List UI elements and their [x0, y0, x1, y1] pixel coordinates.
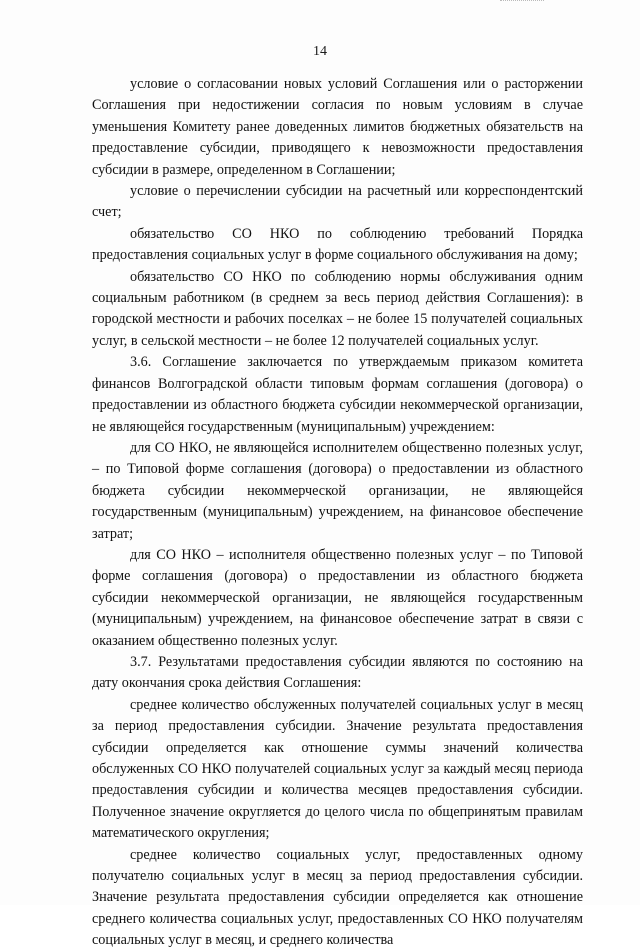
- paragraph: 3.7. Результатами предоставления субсидии являются по состоянию на дату окончания срока действия Соглашения:: [92, 653, 583, 692]
- document-body: [92, 74, 583, 952]
- paragraph: 3.6. Соглашение заключается по утверждаемым приказом комитета финансов Волгоградской области типовым формам соглашения (договора) о предоставлении из областного бюджета субсидии некоммерческой организации, не являющейся государственным (муниципальным) учреждением:: [92, 354, 583, 435]
- paragraph: условие о согласовании новых условий Соглашения или о расторжении Соглашения при недостижении согласия по новым условиям в случае уменьшения Комитету ранее доведенных лимитов бюджетных обязательств на предоставление субсидии, приводящего к невозможности предоставления субсидии в размере, определенном в Соглашении;: [92, 76, 583, 178]
- paragraph: для СО НКО – исполнителя общественно полезных услуг – по Типовой форме соглашения (договора) о предоставлении из областного бюджета субсидии некоммерческой организации, не являющейся государственным (муниципальным) учреждением, на финансовое обеспечение затрат в связи с оказанием общественно полезных услуг.: [92, 546, 583, 649]
- paragraph: обязательство СО НКО по соблюдению нормы обслуживания одним социальным работником (в среднем за весь период действия Соглашения): в городской местности и рабочих поселках – не более 15 получателей социальных услуг, в сельской местности – не более 12 получателей социальных услуг.: [92, 268, 583, 349]
- paragraph: среднее количество обслуженных получателей социальных услуг в месяц за период предоставления субсидии. Значение результата предоставления субсидии определяется как отношение суммы значений количества обслуженных СО НКО получателей социальных услуг за каждый месяц периода предоставления субсидии и количества месяцев предоставления субсидии. Полученное значение округляется до целого числа по общепринятым правилам математического округления;: [92, 696, 583, 842]
- scan-mark: [500, 0, 544, 3]
- paragraph: условие о перечислении субсидии на расчетный или корреспондентский счет;: [92, 183, 583, 221]
- page-number: 14: [313, 44, 327, 59]
- paragraph: среднее количество социальных услуг, предоставленных одному получателю социальных услуг в месяц за период предоставления субсидии. Значение результата предоставления субсидии определяется как отношение среднего количества социальных услуг, предоставленных СО НКО получателям социальных услуг в месяц, и среднего количества: [92, 846, 583, 949]
- paragraph: обязательство СО НКО по соблюдению требований Порядка предоставления социальных услуг в форме социального обслуживания на дому;: [92, 225, 583, 264]
- paragraph: для СО НКО, не являющейся исполнителем общественно полезных услуг, – по Типовой форме соглашения (договора) о предоставлении из областного бюджета субсидии некоммерческой организации, не являющейся государственным (муниципальным) учреждением, на финансовое обеспечение затрат;: [92, 439, 583, 542]
